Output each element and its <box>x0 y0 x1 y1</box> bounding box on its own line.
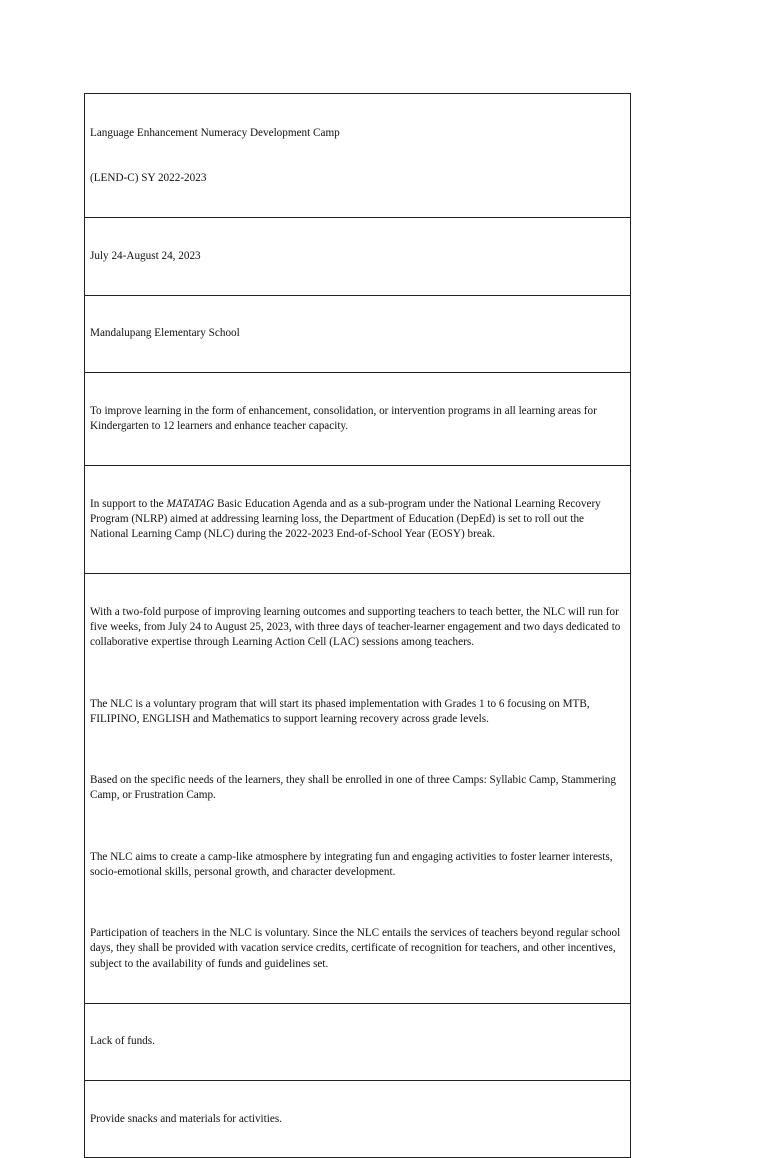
description-row <box>85 573 630 1002</box>
title-line-2: (LEND-C) SY 2022-2023 <box>90 172 207 185</box>
document-table <box>84 93 631 1158</box>
action-row <box>85 1080 630 1157</box>
matatag-italic-text: MATATAG <box>166 497 215 510</box>
rationale-row <box>85 465 630 573</box>
description-paragraph: The NLC aims to create a camp-like atmosphere by integrating fun and engaging activities to foster learner interests, socio-emotional skills, personal growth, and character development. <box>90 850 616 878</box>
title-row <box>85 94 630 217</box>
rationale-text-end: Basic Education Agenda and as a sub-program under the National Learning Recovery Program (NLRP) aimed at addressing learning loss, the Department of Education (DepEd) is set to roll out the National Learning Camp (NLC) during the 2022-2023 End-of-School Year (EOSY) break. <box>90 497 604 541</box>
objective-text: To improve learning in the form of enhancement, consolidation, or intervention programs in all learning areas for Kindergarten to 12 learners and enhance teacher capacity. <box>90 404 600 433</box>
title-line-1: Language Enhancement Numeracy Development Camp <box>90 126 340 139</box>
challenge-row <box>85 1003 630 1080</box>
school-text: Mandalupang Elementary School <box>90 327 240 340</box>
school-row <box>85 295 630 372</box>
dates-row <box>85 217 630 294</box>
description-paragraph: The NLC is a voluntary program that will start its phased implementation with Grades 1 to 6 focusing on MTB, FILIPINO, ENGLISH and Mathematics to support learning recovery across grade levels. <box>90 697 593 725</box>
rationale-text <box>90 497 625 543</box>
description-paragraph: With a two-fold purpose of improving learning outcomes and supporting teachers to teach better, the NLC will run for five weeks, from July 24 to August 25, 2023, with three days of teacher-learner engagement and two days dedicated to collaborative expertise through Learning Action Cell (LAC) sessions among teachers. <box>90 605 624 649</box>
description-paragraph: Participation of teachers in the NLC is voluntary. Since the NLC entails the services of teachers beyond regular school days, they shall be provided with vacation service credits, certificate of recognition for teachers, and other incentives, subject to the availability of funds and guidelines set. <box>90 927 624 970</box>
challenge-text: Lack of funds. <box>90 1035 155 1048</box>
dates-text: July 24-August 24, 2023 <box>90 249 201 262</box>
rationale-text-start: In support to the <box>90 497 167 510</box>
description-paragraph: Based on the specific needs of the learners, they shall be enrolled in one of three Camps: Syllabic Camp, Stammering Camp, or Frustration Camp. <box>90 774 619 802</box>
objective-row <box>85 372 630 465</box>
action-text: Provide snacks and materials for activities. <box>90 1112 282 1125</box>
